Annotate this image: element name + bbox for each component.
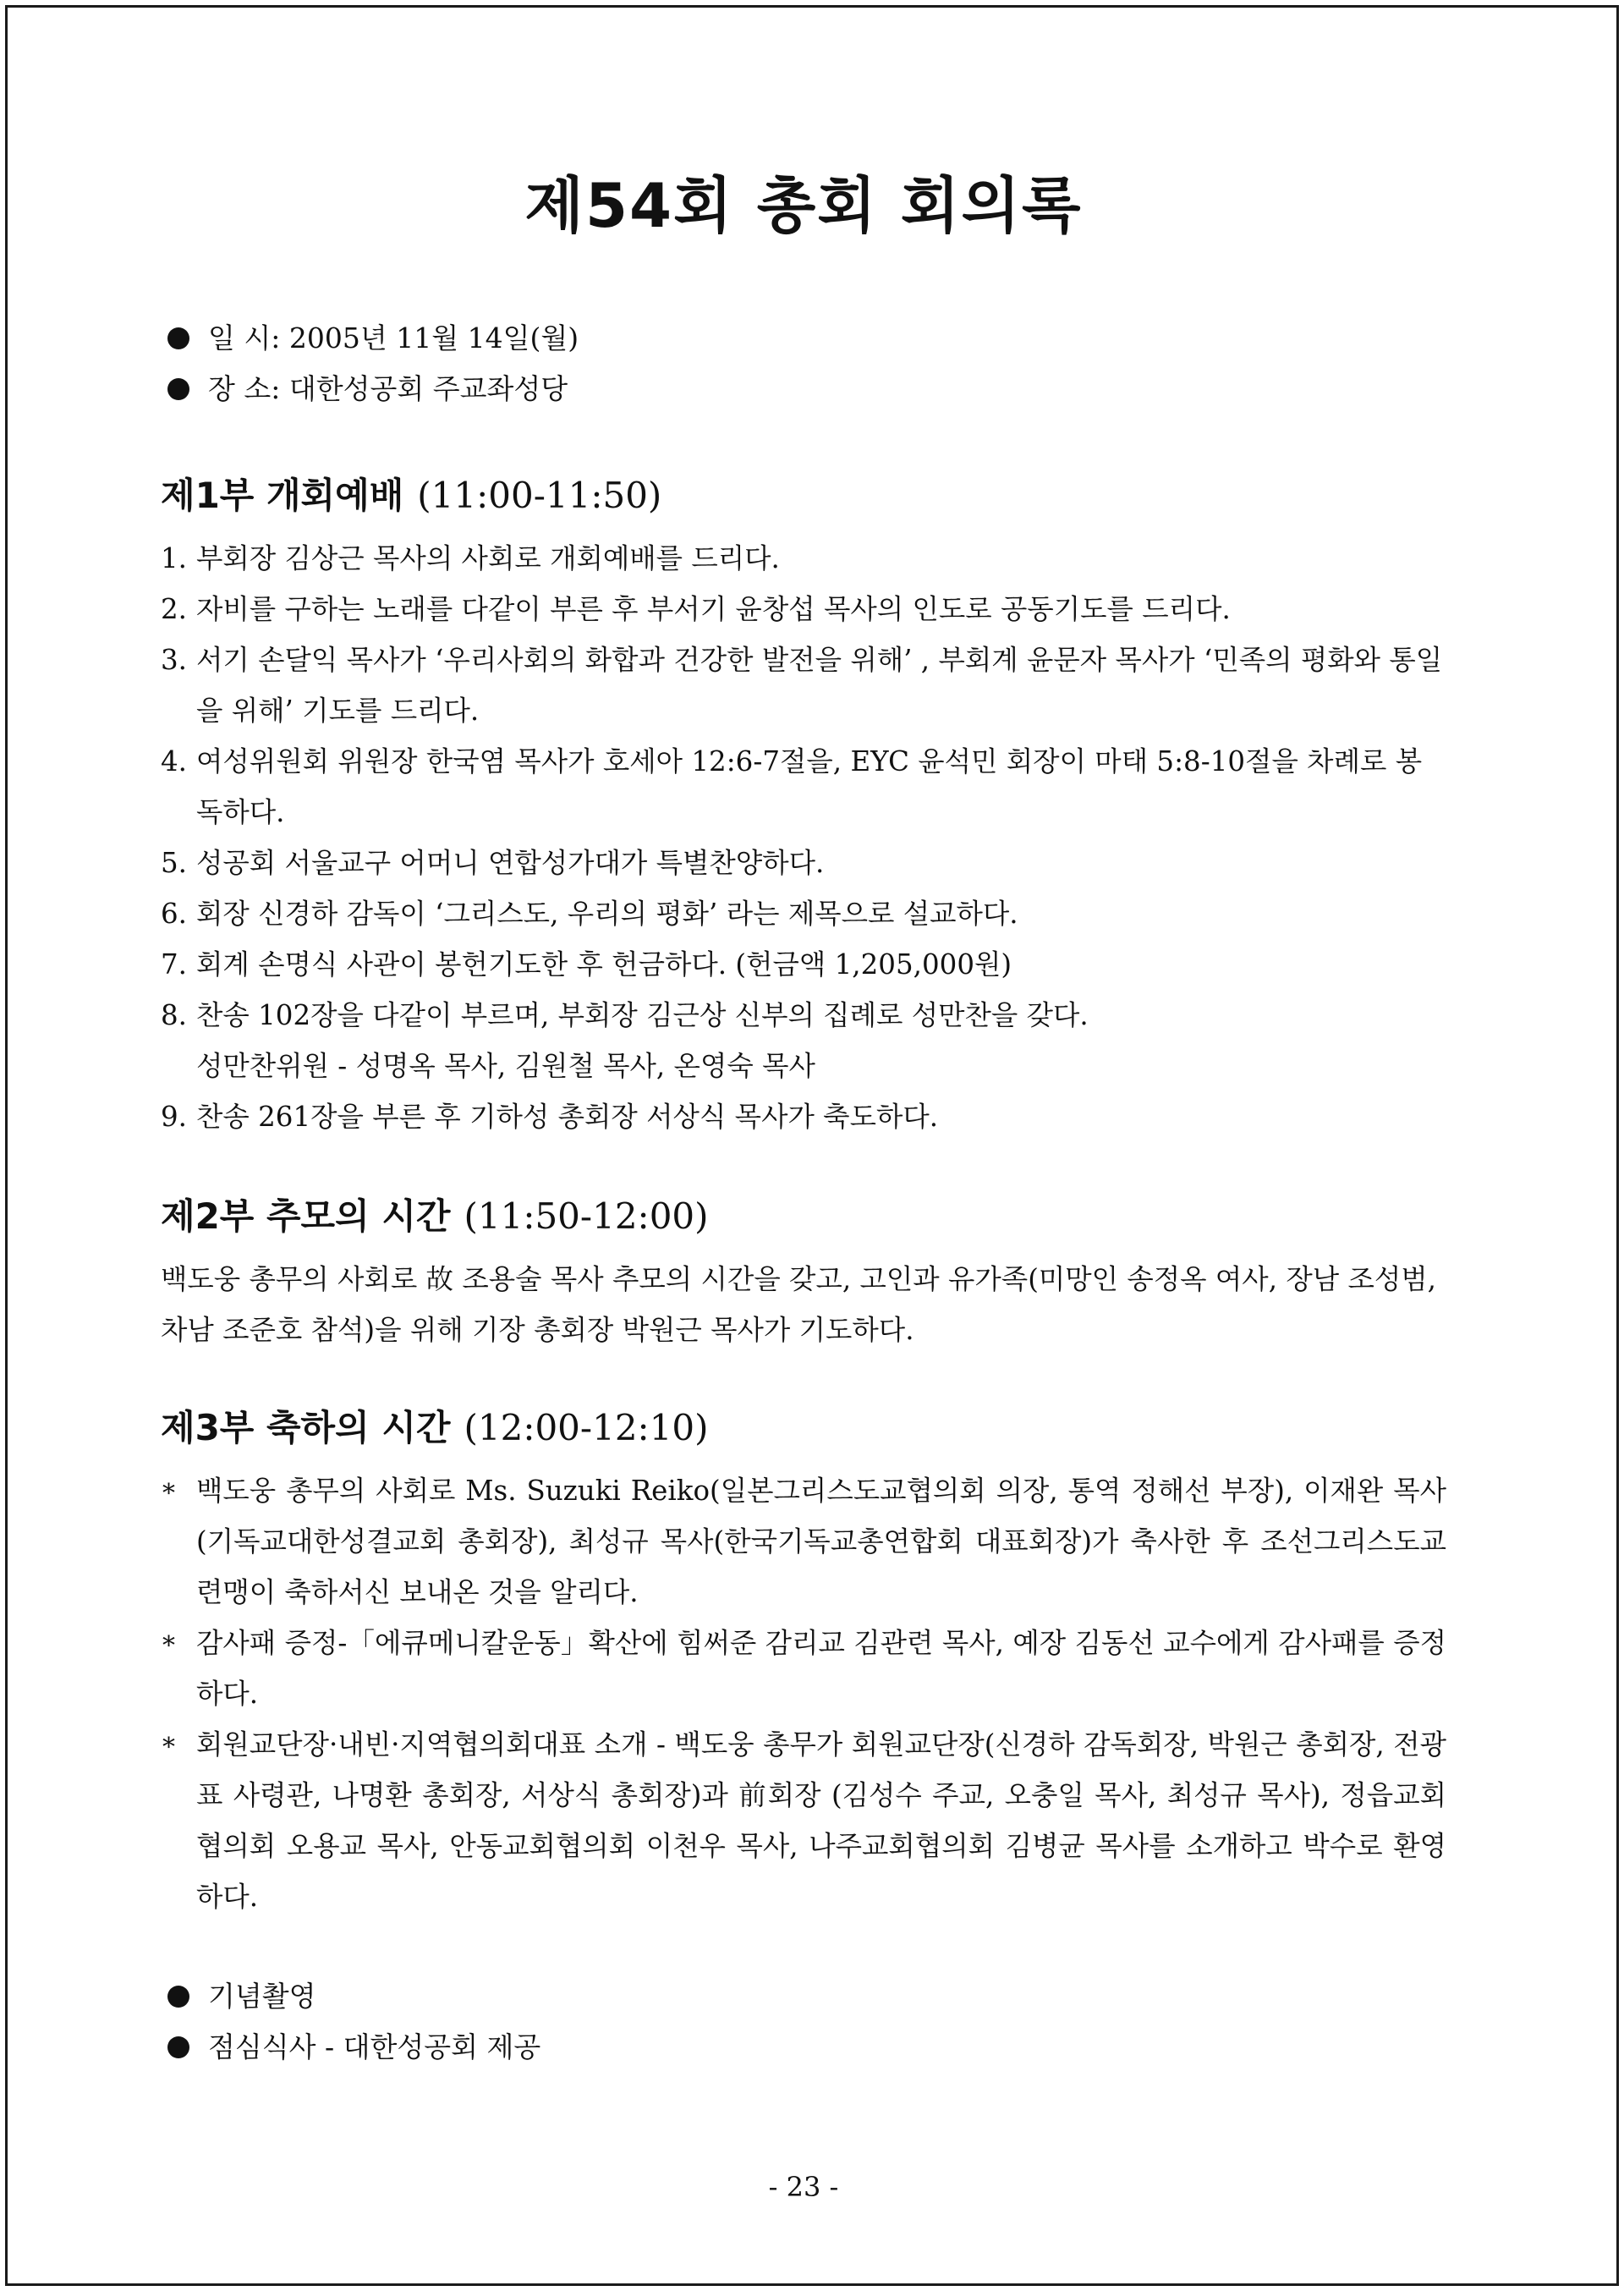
item-number: 1. xyxy=(161,542,188,574)
list-item xyxy=(161,736,1446,838)
document-title: 제54회 총회 회의록 xyxy=(524,170,1083,241)
item-number: 4. xyxy=(161,745,188,777)
info-place-label: 장 소: xyxy=(208,372,281,405)
list-item xyxy=(161,635,1446,736)
list-item xyxy=(161,888,1446,939)
part3-items xyxy=(161,1465,1446,1922)
info-place xyxy=(167,364,579,415)
meeting-info xyxy=(167,313,579,415)
section-part2 xyxy=(161,1186,1446,1355)
info-date-label: 일 시: xyxy=(208,321,281,354)
part1-items xyxy=(161,533,1446,1142)
closing-text: 기념촬영 xyxy=(208,1980,316,2013)
section-title: 제2부 추모의 시간 xyxy=(161,1195,451,1237)
item-text: 여성위원회 위원장 한국염 목사가 호세아 12:6-7절을, EYC 윤석민 회장이 마태 5:8-10절을 차례로 봉독하다. xyxy=(196,745,1423,828)
list-item xyxy=(161,533,1446,584)
part2-text: 백도웅 총무의 사회로 故 조용술 목사 추모의 시간을 갖고, 고인과 유가족(미망인 송정옥 여사, 장남 조성범, 차남 조준호 참석)을 위해 기장 총회장 박원근 목사가 기도하다. xyxy=(161,1263,1436,1346)
item-number: 2. xyxy=(161,593,188,625)
section-heading xyxy=(161,1186,1446,1247)
item-text: 회원교단장·내빈·지역협의회대표 소개 - 백도웅 총무가 회원교단장(신경하 감독회장, 박원근 총회장, 전광표 사령관, 나명환 총회장, 서상식 총회장)과 前회장 (김성수 주교, 오충일 목사, 최성규 목사), 정읍교회협의회 오용교 목사, 안동교회협의회 이천우 목사, 나주교회협의회 김병균 목사를 소개하고 박수로 환영하다. xyxy=(196,1728,1446,1913)
list-item xyxy=(161,1719,1446,1922)
bullet-icon xyxy=(167,327,189,349)
info-date-value: 2005년 11월 14일(월) xyxy=(288,321,579,354)
section-heading xyxy=(161,465,1446,526)
section-part3 xyxy=(161,1398,1446,1922)
section-heading xyxy=(161,1398,1446,1459)
closing-lunch xyxy=(167,2022,540,2073)
item-number: 6. xyxy=(161,898,188,930)
bullet-icon xyxy=(167,2036,189,2058)
item-number: 9. xyxy=(161,1101,188,1133)
item-number: 3. xyxy=(161,644,188,676)
section-time: (12:00-12:10) xyxy=(464,1407,709,1448)
item-text: 회장 신경하 감독이 ‘그리스도, 우리의 평화’ 라는 제목으로 설교하다. xyxy=(196,898,1018,930)
section-time: (11:00-11:50) xyxy=(417,475,662,516)
closing-photo xyxy=(167,1971,540,2022)
item-text: 성공회 서울교구 어머니 연합성가대가 특별찬양하다. xyxy=(196,847,825,879)
item-text: 자비를 구하는 노래를 다같이 부른 후 부서기 윤창섭 목사의 인도로 공동기도를 드리다. xyxy=(196,593,1231,625)
asterisk-icon: * xyxy=(162,1733,175,1762)
bullet-icon xyxy=(167,1986,189,2008)
item-text: 찬송 102장을 다같이 부르며, 부회장 김근상 신부의 집례로 성만찬을 갖다. xyxy=(196,999,1089,1031)
info-date xyxy=(167,313,579,364)
list-item xyxy=(161,584,1446,635)
bullet-icon xyxy=(167,378,189,400)
asterisk-icon: * xyxy=(162,1631,175,1661)
item-text: 회계 손명식 사관이 봉헌기도한 후 헌금하다. (헌금액 1,205,000원) xyxy=(196,948,1012,981)
item-text: 감사패 증정-「에큐메니칼운동」확산에 힘써준 감리교 김관련 목사, 예장 김동선 교수에게 감사패를 증정하다. xyxy=(196,1627,1446,1710)
list-item xyxy=(161,838,1446,888)
list-item xyxy=(161,1465,1446,1618)
list-item xyxy=(161,1618,1446,1719)
list-item xyxy=(161,939,1446,990)
page-number: - 23 - xyxy=(768,2171,839,2203)
closing-items xyxy=(167,1971,540,2073)
section-title: 제3부 축하의 시간 xyxy=(161,1407,451,1448)
item-number: 8. xyxy=(161,999,188,1031)
item-subtext: 성만찬위원 - 성명옥 목사, 김원철 목사, 온영숙 목사 xyxy=(196,1050,815,1082)
closing-text: 점심식사 - 대한성공회 제공 xyxy=(208,2030,541,2063)
section-part1 xyxy=(161,465,1446,1142)
section-title: 제1부 개회예배 xyxy=(161,475,404,516)
list-item xyxy=(161,990,1446,1091)
item-number: 7. xyxy=(161,948,188,981)
item-text: 찬송 261장을 부른 후 기하성 총회장 서상식 목사가 축도하다. xyxy=(196,1101,939,1133)
item-text: 부회장 김상근 목사의 사회로 개회예배를 드리다. xyxy=(196,542,780,574)
list-item xyxy=(161,1091,1446,1142)
item-number: 5. xyxy=(161,847,188,879)
asterisk-icon: * xyxy=(162,1479,175,1508)
item-text: 서기 손달익 목사가 ‘우리사회의 화합과 건강한 발전을 위해’ , 부회계 윤문자 목사가 ‘민족의 평화와 통일을 위해’ 기도를 드리다. xyxy=(196,644,1443,727)
item-text: 백도웅 총무의 사회로 Ms. Suzuki Reiko(일본그리스도교협의회 의장, 통역 정해선 부장), 이재완 목사(기독교대한성결교회 총회장), 최성규 목사(한국기독교총연합회 대표회장)가 축사한 후 조선그리스도교련맹이 축하서신 보내온 것을 알리다. xyxy=(196,1475,1446,1608)
section-time: (11:50-12:00) xyxy=(464,1195,709,1237)
info-place-value: 대한성공회 주교좌성당 xyxy=(288,372,568,405)
